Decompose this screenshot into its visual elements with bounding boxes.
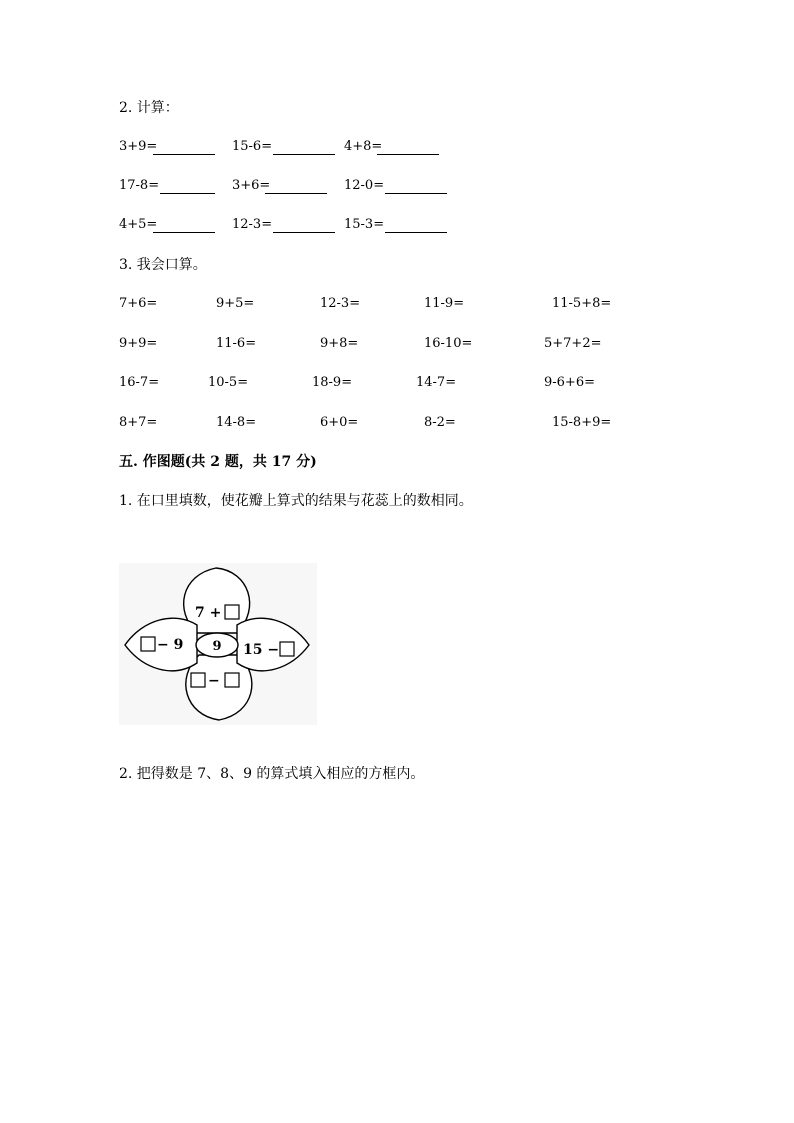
q3-title: 3. 我会口算。 xyxy=(119,257,207,273)
q2-expression: 12-0= xyxy=(344,178,385,193)
q2-expression: 3+6= xyxy=(232,178,271,193)
answer-box[interactable] xyxy=(141,637,155,651)
q3-expression: 11-5+8= xyxy=(552,296,612,311)
q3-expression: 14-7= xyxy=(416,375,457,390)
q3-expression: 18-9= xyxy=(312,375,353,390)
answer-blank[interactable] xyxy=(153,232,215,233)
answer-blank[interactable] xyxy=(160,193,215,194)
petal-right-expression: 15 − xyxy=(243,642,280,658)
q3-expression: 7+6= xyxy=(119,296,158,311)
q2-expression: 15-6= xyxy=(232,139,273,154)
q3-expression: 9+8= xyxy=(320,336,359,351)
answer-blank[interactable] xyxy=(153,154,215,155)
answer-blank[interactable] xyxy=(377,154,439,155)
petal-bottom-expression: − xyxy=(208,673,220,689)
q2-expression: 4+5= xyxy=(119,217,158,232)
flower-center-number: 9 xyxy=(212,639,222,654)
answer-blank[interactable] xyxy=(273,232,335,233)
answer-box[interactable] xyxy=(225,605,239,619)
q3-expression: 6+0= xyxy=(320,415,359,430)
q1-instruction: 1. 在口里填数，使花瓣上算式的结果与花蕊上的数相同。 xyxy=(119,493,473,509)
q3-expression: 12-3= xyxy=(320,296,361,311)
q3-expression: 8-2= xyxy=(424,415,456,430)
answer-box[interactable] xyxy=(191,673,205,687)
q3-expression: 9+9= xyxy=(119,336,158,351)
q3-expression: 11-6= xyxy=(216,336,257,351)
q3-expression: 15-8+9= xyxy=(552,415,612,430)
q3-expression: 11-9= xyxy=(424,296,465,311)
petal-left-expression: − 9 xyxy=(157,637,184,653)
section-title: 五. 作图题(共 2 题，共 17 分) xyxy=(119,454,317,470)
q2-instruction: 2. 把得数是 7、8、9 的算式填入相应的方框内。 xyxy=(119,766,425,782)
q2-expression: 3+9= xyxy=(119,139,158,154)
q3-expression: 9+5= xyxy=(216,296,255,311)
q3-expression: 9-6+6= xyxy=(544,375,595,390)
answer-blank[interactable] xyxy=(273,154,335,155)
q2-title: 2. 计算： xyxy=(119,100,179,116)
answer-blank[interactable] xyxy=(385,193,447,194)
answer-blank[interactable] xyxy=(265,193,327,194)
q2-expression: 15-3= xyxy=(344,217,385,232)
answer-box[interactable] xyxy=(225,673,239,687)
petal-top-expression: 7 + xyxy=(195,605,222,621)
answer-box[interactable] xyxy=(280,642,294,656)
q3-expression: 16-10= xyxy=(424,336,473,351)
q3-expression: 14-8= xyxy=(216,415,257,430)
q3-expression: 10-5= xyxy=(208,375,249,390)
q3-expression: 8+7= xyxy=(119,415,158,430)
q2-expression: 17-8= xyxy=(119,178,160,193)
answer-blank[interactable] xyxy=(385,232,447,233)
q2-expression: 12-3= xyxy=(232,217,273,232)
q3-expression: 16-7= xyxy=(119,375,160,390)
q3-expression: 5+7+2= xyxy=(544,336,602,351)
q2-expression: 4+8= xyxy=(344,139,383,154)
flower-diagram xyxy=(119,563,317,725)
